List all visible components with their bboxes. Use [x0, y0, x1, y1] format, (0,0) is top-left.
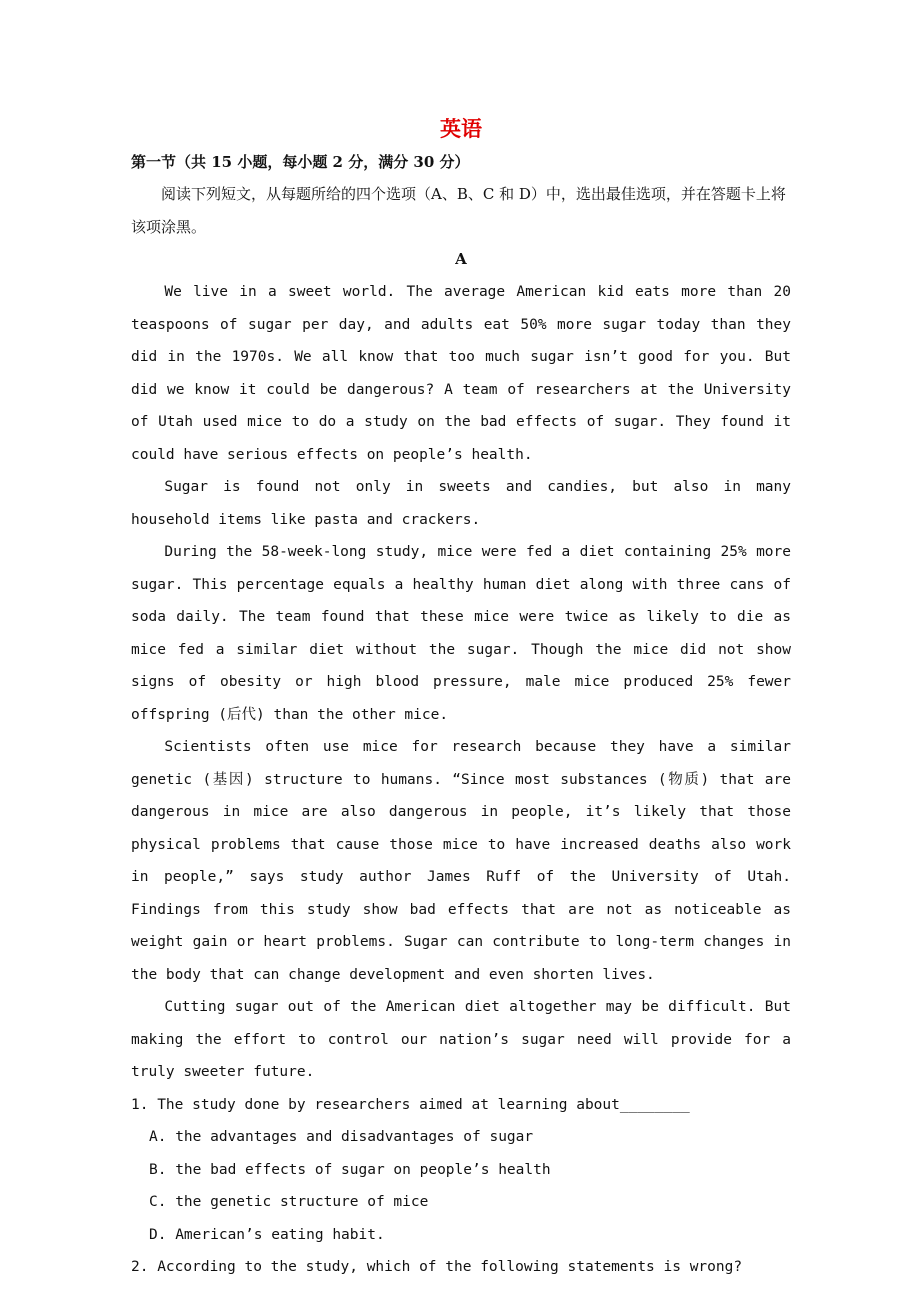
section-header: 第一节（共 15 小题，每小题 2 分，满分 30 分） — [131, 153, 470, 171]
passage-paragraph: During the 58-week-long study, mice were fed a diet containing 25% more sugar. This percentage equals a healthy human diet along with three cans of soda daily. The team found that these mice were twice as likely to die as mice fed a similar diet without the sugar. Though the mice did not show signs of obesity or high blood pressure, male mice produced 25% fewer offspring (后代) than the other mice. — [131, 544, 791, 723]
passage-paragraph: Sugar is found not only in sweets and candies, but also in many household items like pasta and crackers. — [131, 479, 791, 528]
passage-paragraph: We live in a sweet world. The average American kid eats more than 20 teaspoons of sugar per day, and adults eat 50% more sugar today than they did in the 1970s. We all know that too much sugar isn’t good for you. But did we know it could be dangerous? A team of researchers at the University of Utah used mice to do a study on the bad effects of sugar. They found it could have serious effects on people’s health. — [131, 284, 791, 463]
page-title: 英语 — [440, 116, 482, 141]
answer-option[interactable]: C. the genetic structure of mice — [149, 1194, 429, 1210]
answer-option[interactable]: D. American’s eating habit. — [149, 1226, 385, 1243]
question-stem: 1. The study done by researchers aimed at learning about________ — [131, 1096, 690, 1113]
answer-option[interactable]: A. the advantages and disadvantages of sugar — [149, 1129, 534, 1145]
exam-page — [131, 112, 791, 1284]
passage-label: A — [455, 250, 467, 268]
instructions: 阅读下列短文，从每题所给的四个选项（A、B、C 和 D）中，选出最佳选项，并在答题卡上将该项涂黑。 — [131, 185, 786, 236]
answer-option[interactable]: B. the bad effects of sugar on people’s health — [149, 1161, 551, 1178]
passage-paragraph: Scientists often use mice for research because they have a similar genetic (基因) structure to humans. “Since most substances (物质) that are dangerous in mice are also dangerous in people, it’s likely that those physical problems that cause those mice to have increased deaths also work in people,” says study author James Ruff of the University of Utah. Findings from this study show bad effects that are not as noticeable as weight gain or heart problems. Sugar can contribute to long-term changes in the body that can change development and even shorten lives. — [131, 739, 791, 983]
passage-paragraph: Cutting sugar out of the American diet altogether may be difficult. But making the effort to control our nation’s sugar need will provide for a truly sweeter future. — [131, 999, 791, 1080]
question-stem: 2. According to the study, which of the following statements is wrong? — [131, 1259, 743, 1275]
